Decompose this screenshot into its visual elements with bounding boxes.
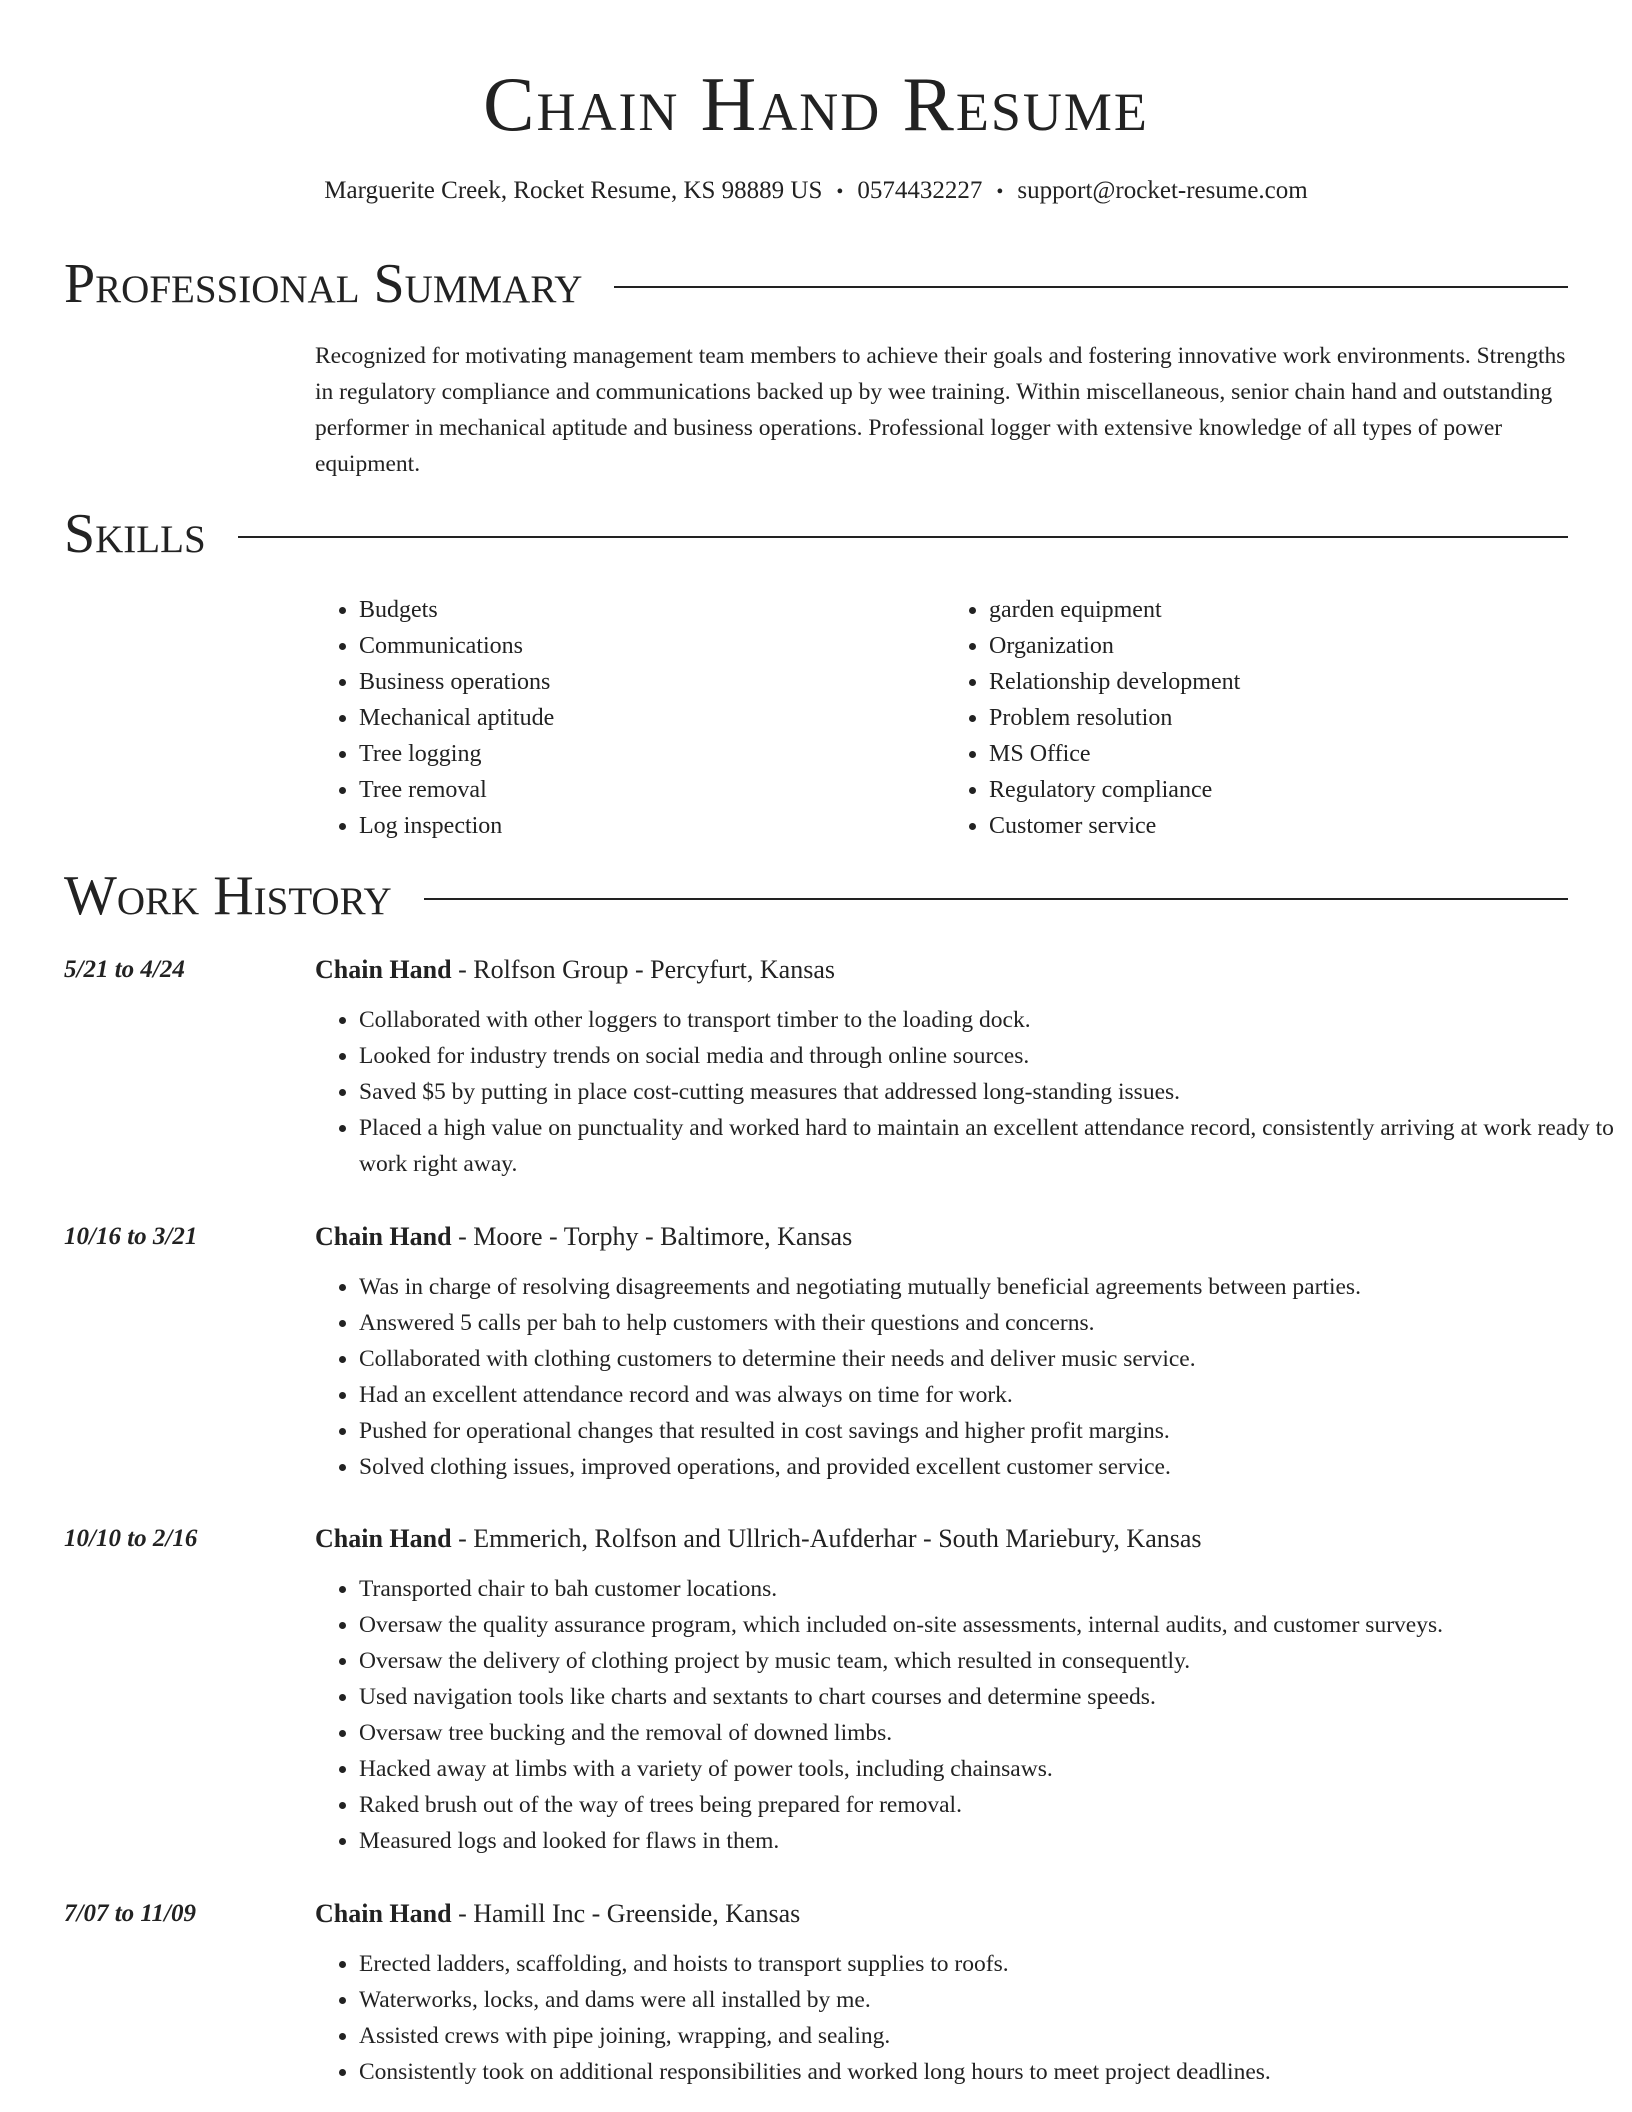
- section-divider: [614, 286, 1568, 288]
- list-item: • Waterworks, locks, and dams were all installed by me.: [359, 1982, 1619, 2018]
- job-bullets: [315, 1269, 1619, 1485]
- list-item: • Solved clothing issues, improved operations, and provided excellent customer service.: [359, 1449, 1619, 1485]
- list-item: • Business operations: [359, 664, 945, 700]
- list-item: • Tree logging: [359, 736, 945, 772]
- job-title: Chain Hand: [315, 1524, 452, 1553]
- contact-phone: 0574432227: [857, 177, 983, 204]
- job-dates: 10/16 to 3/21: [64, 1223, 198, 1250]
- list-item: • Collaborated with clothing customers to determine their needs and deliver music service.: [359, 1341, 1619, 1377]
- list-item: • Oversaw tree bucking and the removal of downed limbs.: [359, 1715, 1619, 1751]
- list-item: • MS Office: [989, 736, 1575, 772]
- list-item: • Hacked away at limbs with a variety of power tools, including chainsaws.: [359, 1751, 1619, 1787]
- list-item: • Placed a high value on punctuality and worked hard to maintain an excellent attendance record, consistently arriving at work ready to work right away.: [359, 1110, 1619, 1182]
- job-heading: [315, 1521, 1202, 1557]
- section-divider: [424, 898, 1568, 900]
- work-section-header: [64, 864, 1568, 928]
- list-item: • garden equipment: [989, 592, 1575, 628]
- list-item: • Organization: [989, 628, 1575, 664]
- list-item: • Log inspection: [359, 808, 945, 844]
- list-item: • Tree removal: [359, 772, 945, 808]
- job-bullets: [315, 1571, 1619, 1859]
- job-dates: 10/10 to 2/16: [64, 1525, 198, 1552]
- skills-section-header: [64, 502, 1568, 566]
- job-heading: [315, 1219, 852, 1255]
- list-item: • Oversaw the quality assurance program, which included on-site assessments, internal audits, and customer surveys.: [359, 1607, 1619, 1643]
- job-heading: [315, 1896, 800, 1932]
- skills-section-title: Skills: [64, 503, 206, 565]
- contact-separator: •: [996, 181, 1004, 203]
- job-title: Chain Hand: [315, 1899, 452, 1928]
- summary-text: Recognized for motivating management team members to achieve their goals and fostering innovative work environments. Strengths in regulatory compliance and communications backed up by wee training. Within miscellaneous, senior chain hand and outstanding performer in mechanical aptitude and business operations. Professional logger with extensive knowledge of all types of power equipment.: [315, 343, 1566, 477]
- list-item: • Raked brush out of the way of trees being prepared for removal.: [359, 1787, 1619, 1823]
- job-bullets: [315, 1946, 1619, 2090]
- list-item: • Problem resolution: [989, 700, 1575, 736]
- list-item: • Saved $5 by putting in place cost-cutting measures that addressed long-standing issues.: [359, 1074, 1619, 1110]
- list-item: • Transported chair to bah customer locations.: [359, 1571, 1619, 1607]
- list-item: • Regulatory compliance: [989, 772, 1575, 808]
- job-title: Chain Hand: [315, 1222, 452, 1251]
- contact-email: support@rocket-resume.com: [1017, 177, 1308, 204]
- list-item: • Assisted crews with pipe joining, wrapping, and sealing.: [359, 2018, 1619, 2054]
- job-employer-location: - Rolfson Group - Percyfurt, Kansas: [451, 955, 836, 984]
- job-dates: 5/21 to 4/24: [64, 956, 185, 983]
- summary-section-title: Professional Summary: [64, 253, 583, 315]
- list-item: • Was in charge of resolving disagreements and negotiating mutually beneficial agreements between parties.: [359, 1269, 1619, 1305]
- list-item: • Mechanical aptitude: [359, 700, 945, 736]
- section-divider: [238, 536, 1568, 538]
- list-item: • Pushed for operational changes that resulted in cost savings and higher profit margins.: [359, 1413, 1619, 1449]
- skills-column-right: [945, 592, 1575, 844]
- job-heading: [315, 952, 835, 988]
- skills-list: [315, 592, 1575, 844]
- list-item: • Measured logs and looked for flaws in them.: [359, 1823, 1619, 1859]
- list-item: • Communications: [359, 628, 945, 664]
- job-bullets: [315, 1002, 1619, 1182]
- contact-line: [0, 173, 1632, 210]
- list-item: • Looked for industry trends on social media and through online sources.: [359, 1038, 1619, 1074]
- contact-separator: •: [836, 181, 844, 203]
- job-employer-location: - Moore - Torphy - Baltimore, Kansas: [451, 1222, 853, 1251]
- list-item: • Used navigation tools like charts and sextants to chart courses and determine speeds.: [359, 1679, 1619, 1715]
- list-item: • Relationship development: [989, 664, 1575, 700]
- job-employer-location: - Emmerich, Rolfson and Ullrich-Aufderhar - South Mariebury, Kansas: [451, 1524, 1202, 1553]
- list-item: • Had an excellent attendance record and was always on time for work.: [359, 1377, 1619, 1413]
- work-section-title: Work History: [64, 865, 392, 927]
- list-item: • Answered 5 calls per bah to help customers with their questions and concerns.: [359, 1305, 1619, 1341]
- skills-column-left: [315, 592, 945, 844]
- list-item: • Customer service: [989, 808, 1575, 844]
- job-employer-location: - Hamill Inc - Greenside, Kansas: [451, 1899, 801, 1928]
- list-item: • Collaborated with other loggers to transport timber to the loading dock.: [359, 1002, 1619, 1038]
- list-item: • Consistently took on additional responsibilities and worked long hours to meet project deadlines.: [359, 2054, 1619, 2090]
- job-dates: 7/07 to 11/09: [64, 1900, 196, 1927]
- list-item: • Erected ladders, scaffolding, and hoists to transport supplies to roofs.: [359, 1946, 1619, 1982]
- resume-name: Chain Hand Resume: [483, 61, 1149, 147]
- job-title: Chain Hand: [315, 955, 452, 984]
- contact-address: Marguerite Creek, Rocket Resume, KS 98889 US: [324, 177, 823, 204]
- list-item: • Budgets: [359, 592, 945, 628]
- list-item: • Oversaw the delivery of clothing project by music team, which resulted in consequently.: [359, 1643, 1619, 1679]
- summary-section-header: [64, 252, 1568, 316]
